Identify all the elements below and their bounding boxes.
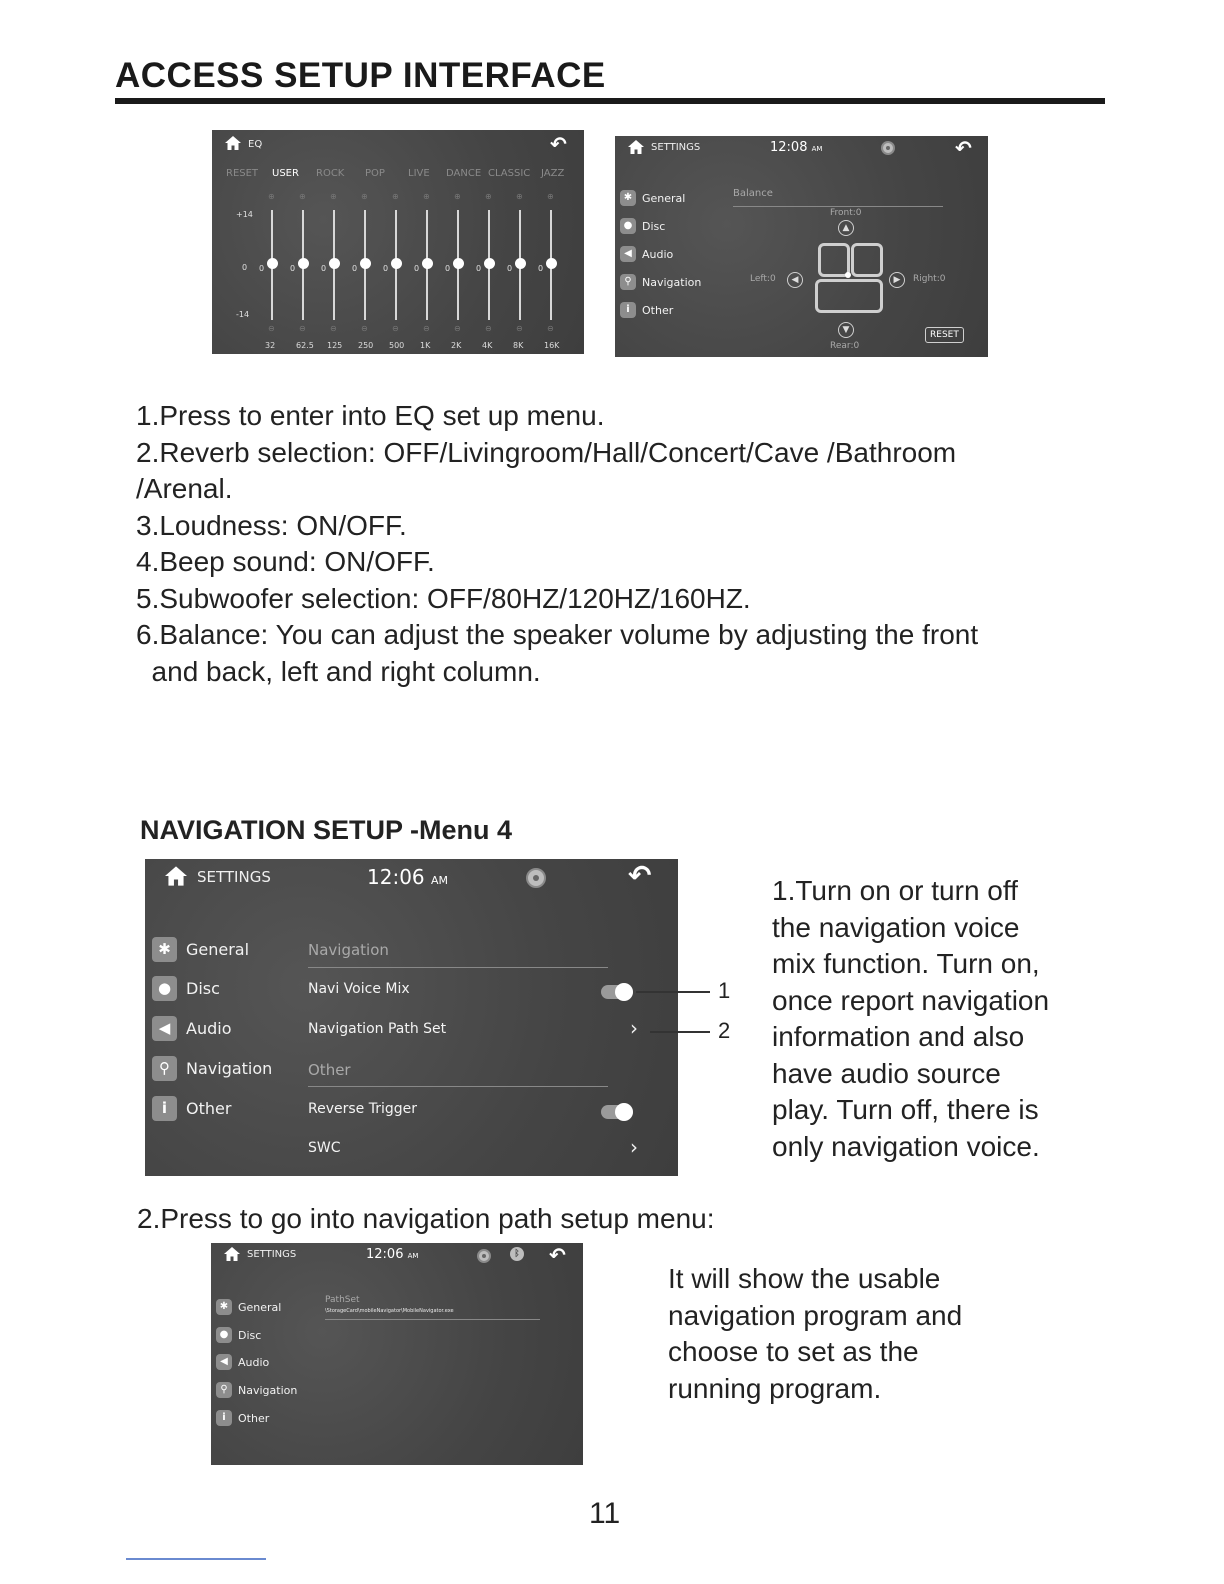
speaker-icon: ◀ bbox=[216, 1354, 232, 1370]
map-pin-icon: ⚲ bbox=[216, 1382, 232, 1398]
eq-tab-live[interactable]: LIVE bbox=[408, 168, 430, 179]
seat-rear bbox=[815, 279, 883, 313]
eq-minus-icon[interactable]: ⊖ bbox=[392, 324, 399, 333]
description-line: choose to set as the bbox=[668, 1336, 919, 1367]
navi-voice-mix-toggle[interactable] bbox=[601, 985, 633, 999]
sidebar-item-navigation[interactable] bbox=[620, 274, 701, 290]
sidebar-item-general[interactable] bbox=[152, 937, 249, 962]
info-icon: i bbox=[620, 302, 636, 318]
eq-plus-icon[interactable]: ⊕ bbox=[299, 192, 306, 201]
home-icon[interactable] bbox=[627, 139, 645, 155]
balance-right-icon[interactable]: ▶ bbox=[889, 272, 905, 288]
settings-title: SETTINGS bbox=[197, 868, 271, 886]
speaker-icon: ◀ bbox=[620, 246, 636, 262]
back-icon[interactable]: ↶ bbox=[955, 136, 972, 160]
eq-slider-knob[interactable] bbox=[515, 258, 526, 269]
speaker-icon: ◀ bbox=[152, 1016, 177, 1041]
balance-clock bbox=[770, 140, 822, 155]
sidebar-label: Disc bbox=[238, 1328, 262, 1342]
back-icon[interactable]: ↶ bbox=[549, 1243, 566, 1267]
eq-plus-icon[interactable]: ⊕ bbox=[547, 192, 554, 201]
sidebar-label: Other bbox=[642, 303, 674, 317]
settings-gear-icon[interactable] bbox=[526, 868, 546, 888]
section-divider bbox=[308, 1086, 608, 1087]
back-icon[interactable]: ↶ bbox=[550, 132, 567, 156]
toggle-knob bbox=[615, 983, 633, 1001]
sidebar-item-audio[interactable] bbox=[216, 1354, 269, 1370]
description-line: play. Turn off, there is bbox=[772, 1094, 1039, 1125]
balance-point bbox=[845, 272, 851, 278]
eq-screen bbox=[212, 130, 584, 354]
eq-minus-icon[interactable]: ⊖ bbox=[516, 324, 523, 333]
reset-button[interactable]: RESET bbox=[925, 327, 964, 343]
eq-band-value: 0 bbox=[321, 264, 327, 273]
gear-icon: ✱ bbox=[152, 937, 177, 962]
balance-title: SETTINGS bbox=[651, 142, 701, 153]
description-line: information and also bbox=[772, 1021, 1025, 1052]
disc-icon: ● bbox=[152, 976, 177, 1001]
nav-description bbox=[772, 873, 1049, 1165]
eq-frequency-label: 16K bbox=[544, 341, 560, 350]
sidebar-label: Audio bbox=[186, 1019, 232, 1038]
instruction-item: 4.Beep sound: ON/OFF. bbox=[136, 546, 435, 577]
sidebar-item-disc[interactable] bbox=[620, 218, 665, 234]
sidebar-item-other[interactable] bbox=[620, 302, 673, 318]
instruction-item: and back, left and right column. bbox=[136, 655, 541, 687]
eq-minus-icon[interactable]: ⊖ bbox=[485, 324, 492, 333]
sidebar-item-other[interactable] bbox=[216, 1410, 269, 1426]
chevron-right-icon[interactable]: › bbox=[630, 1135, 638, 1159]
map-pin-icon: ⚲ bbox=[620, 274, 636, 290]
eq-slider-knob[interactable] bbox=[267, 258, 278, 269]
right-readout: Right:0 bbox=[913, 274, 946, 284]
clock-ampm: AM bbox=[811, 145, 823, 153]
settings-gear-icon[interactable] bbox=[477, 1249, 491, 1263]
home-icon[interactable] bbox=[223, 1246, 241, 1262]
eq-band-value: 0 bbox=[445, 264, 451, 273]
eq-tab-dance[interactable]: DANCE bbox=[446, 168, 482, 179]
sidebar-item-general[interactable] bbox=[216, 1299, 281, 1315]
eq-plus-icon[interactable]: ⊕ bbox=[268, 192, 275, 201]
eq-minus-icon[interactable]: ⊖ bbox=[547, 324, 554, 333]
eq-frequency-label: 4K bbox=[482, 341, 493, 350]
eq-minus-icon[interactable]: ⊖ bbox=[361, 324, 368, 333]
instructions-list bbox=[136, 398, 978, 690]
eq-plus-icon[interactable]: ⊕ bbox=[392, 192, 399, 201]
toggle-knob bbox=[615, 1103, 633, 1121]
sidebar-label: Navigation bbox=[642, 275, 702, 289]
section-divider bbox=[733, 206, 943, 207]
nav-heading: NAVIGATION SETUP -Menu 4 bbox=[140, 815, 513, 845]
description-line: running program. bbox=[668, 1372, 882, 1404]
balance-down-icon[interactable]: ▼ bbox=[838, 322, 854, 338]
clock-ampm: AM bbox=[431, 874, 449, 887]
gear-icon: ✱ bbox=[620, 190, 636, 206]
eq-slider-knob[interactable] bbox=[546, 258, 557, 269]
eq-plus-icon[interactable]: ⊕ bbox=[330, 192, 337, 201]
section-other-label: Other bbox=[308, 1061, 351, 1079]
eq-slider-knob[interactable] bbox=[484, 258, 495, 269]
eq-frequency-label: 8K bbox=[513, 341, 524, 350]
path-set-screen bbox=[211, 1243, 583, 1465]
eq-frequency-label: 32 bbox=[265, 341, 276, 350]
disc-icon: ● bbox=[216, 1327, 232, 1343]
callout-number-2: 2 bbox=[718, 1018, 731, 1043]
clock-ampm: AM bbox=[407, 1252, 419, 1260]
step-2-text: 2.Press to go into navigation path setup menu: bbox=[137, 1203, 715, 1234]
eq-frequency-label: 1K bbox=[420, 341, 431, 350]
settings-clock bbox=[366, 1247, 418, 1262]
balance-screen bbox=[615, 136, 988, 357]
eq-minus-icon[interactable]: ⊖ bbox=[423, 324, 430, 333]
settings-gear-icon[interactable] bbox=[881, 141, 895, 155]
description-line: mix function. Turn on, bbox=[772, 948, 1040, 979]
eq-tab-jazz[interactable]: JAZZ bbox=[541, 168, 565, 179]
eq-minus-icon[interactable]: ⊖ bbox=[268, 324, 275, 333]
navi-voice-mix-label: Navi Voice Mix bbox=[308, 981, 410, 997]
navigation-path-set-label[interactable]: Navigation Path Set bbox=[308, 1021, 447, 1037]
pathset-label: PathSet bbox=[325, 1295, 360, 1305]
settings-title: SETTINGS bbox=[247, 1249, 297, 1260]
info-icon: i bbox=[152, 1096, 177, 1121]
eq-plus-icon[interactable]: ⊕ bbox=[454, 192, 461, 201]
bluetooth-icon[interactable]: ᛒ bbox=[510, 1247, 524, 1261]
clock-time: 12:08 bbox=[770, 140, 808, 155]
clock-time: 12:06 bbox=[366, 1247, 404, 1262]
eq-frequency-label: 62.5 bbox=[296, 341, 314, 350]
footer-rule bbox=[126, 1558, 266, 1560]
callout-leader-1 bbox=[636, 991, 710, 993]
eq-frequency-label: 2K bbox=[451, 341, 462, 350]
description-line: once report navigation bbox=[772, 984, 1050, 1016]
sidebar-label: Audio bbox=[642, 247, 674, 261]
sidebar-label: General bbox=[186, 940, 250, 959]
balance-section-label: Balance bbox=[733, 188, 773, 199]
eq-band-value: 0 bbox=[507, 264, 513, 273]
back-icon[interactable]: ↶ bbox=[628, 859, 652, 892]
sidebar-label: Disc bbox=[186, 979, 220, 998]
title-underline bbox=[115, 98, 1105, 104]
car-seats-icon bbox=[815, 241, 883, 313]
sidebar-label: Navigation bbox=[186, 1059, 273, 1078]
sidebar-label: General bbox=[642, 191, 686, 205]
instruction-item: 6.Balance: You can adjust the speaker volume by adjusting the front bbox=[136, 619, 979, 650]
sidebar-label: Audio bbox=[238, 1355, 270, 1369]
eq-scale-mid: 0 bbox=[242, 263, 248, 272]
eq-band-value: 0 bbox=[476, 264, 482, 273]
eq-plus-icon[interactable]: ⊕ bbox=[361, 192, 368, 201]
page-title: ACCESS SETUP INTERFACE bbox=[115, 56, 606, 95]
description-line: 1.Turn on or turn off bbox=[772, 875, 1018, 906]
settings-clock bbox=[367, 865, 448, 889]
map-pin-icon: ⚲ bbox=[152, 1056, 177, 1081]
instruction-item: 3.Loudness: ON/OFF. bbox=[136, 509, 407, 541]
eq-band-value: 0 bbox=[352, 264, 358, 273]
sidebar-item-general[interactable] bbox=[620, 190, 685, 206]
eq-plus-icon[interactable]: ⊕ bbox=[485, 192, 492, 201]
sidebar-label: Other bbox=[186, 1099, 232, 1118]
description-line: navigation program and bbox=[668, 1299, 963, 1331]
eq-minus-icon[interactable]: ⊖ bbox=[299, 324, 306, 333]
gear-icon: ✱ bbox=[216, 1299, 232, 1315]
reverse-trigger-label: Reverse Trigger bbox=[308, 1101, 418, 1117]
front-readout: Front:0 bbox=[830, 208, 862, 218]
left-readout: Left:0 bbox=[750, 274, 776, 284]
eq-band-value: 0 bbox=[259, 264, 265, 273]
reverse-trigger-toggle[interactable] bbox=[601, 1105, 633, 1119]
callout-number-1: 1 bbox=[718, 978, 731, 1003]
eq-tab-reset[interactable]: RESET bbox=[226, 168, 259, 179]
eq-tab-rock[interactable]: ROCK bbox=[316, 168, 345, 179]
balance-left-icon[interactable]: ◀ bbox=[787, 272, 803, 288]
eq-title: EQ bbox=[248, 139, 263, 150]
eq-band-value: 0 bbox=[538, 264, 544, 273]
eq-tab-classic[interactable]: CLASSIC bbox=[488, 168, 531, 179]
sidebar-item-audio[interactable] bbox=[620, 246, 673, 262]
clock-time: 12:06 bbox=[367, 865, 425, 889]
eq-frequency-label: 125 bbox=[327, 341, 343, 350]
home-icon[interactable] bbox=[224, 135, 242, 151]
navigation-settings-screen bbox=[145, 859, 678, 1176]
sidebar-item-audio[interactable] bbox=[152, 1016, 231, 1041]
eq-plus-icon[interactable]: ⊕ bbox=[423, 192, 430, 201]
instruction-item: 5.Subwoofer selection: OFF/80HZ/120HZ/160HZ. bbox=[136, 582, 751, 614]
balance-up-icon[interactable]: ▲ bbox=[838, 220, 854, 236]
description-line: the navigation voice bbox=[772, 911, 1020, 943]
eq-slider-knob[interactable] bbox=[329, 258, 340, 269]
eq-minus-icon[interactable]: ⊖ bbox=[330, 324, 337, 333]
eq-band-value: 0 bbox=[383, 264, 389, 273]
instruction-item: 1.Press to enter into EQ set up menu. bbox=[136, 400, 605, 431]
info-icon: i bbox=[216, 1410, 232, 1426]
eq-tab-pop[interactable]: POP bbox=[365, 168, 385, 179]
eq-slider-knob[interactable] bbox=[360, 258, 371, 269]
description-line: have audio source bbox=[772, 1057, 1001, 1089]
sidebar-label: Navigation bbox=[238, 1383, 298, 1397]
seat-front-right bbox=[851, 243, 883, 277]
description-line: It will show the usable bbox=[668, 1263, 941, 1294]
eq-band-value: 0 bbox=[414, 264, 420, 273]
rear-readout: Rear:0 bbox=[830, 341, 860, 351]
eq-tab-user[interactable]: USER bbox=[272, 168, 299, 179]
eq-scale-bottom: -14 bbox=[236, 310, 250, 319]
swc-label[interactable]: SWC bbox=[308, 1140, 341, 1156]
pathset-value[interactable]: \StorageCard\mobileNavigator\MobileNavigator.exe bbox=[325, 1308, 454, 1314]
eq-minus-icon[interactable]: ⊖ bbox=[454, 324, 461, 333]
callout-leader-2 bbox=[650, 1031, 710, 1033]
sidebar-item-other[interactable] bbox=[152, 1096, 231, 1121]
section-navigation-label: Navigation bbox=[308, 941, 389, 959]
path-description bbox=[668, 1261, 962, 1407]
description-line: only navigation voice. bbox=[772, 1130, 1040, 1162]
page-number: 11 bbox=[589, 1497, 621, 1530]
home-icon[interactable] bbox=[163, 865, 189, 887]
eq-slider-knob[interactable] bbox=[422, 258, 433, 269]
sidebar-label: Other bbox=[238, 1411, 270, 1425]
disc-icon: ● bbox=[620, 218, 636, 234]
eq-slider-knob[interactable] bbox=[298, 258, 309, 269]
eq-slider-knob[interactable] bbox=[391, 258, 402, 269]
eq-slider-knob[interactable] bbox=[453, 258, 464, 269]
sidebar-label: Disc bbox=[642, 219, 666, 233]
eq-band-value: 0 bbox=[290, 264, 296, 273]
instruction-item: /Arenal. bbox=[136, 473, 233, 504]
instruction-item: 2.Reverb selection: OFF/Livingroom/Hall/Concert/Cave /Bathroom bbox=[136, 436, 957, 468]
chevron-right-icon[interactable]: › bbox=[630, 1016, 638, 1040]
sidebar-label: General bbox=[238, 1300, 282, 1314]
sidebar-item-disc[interactable] bbox=[216, 1327, 261, 1343]
sidebar-item-navigation[interactable] bbox=[152, 1056, 272, 1081]
sidebar-item-disc[interactable] bbox=[152, 976, 220, 1001]
eq-frequency-label: 500 bbox=[389, 341, 405, 350]
section-divider bbox=[308, 967, 608, 968]
eq-plus-icon[interactable]: ⊕ bbox=[516, 192, 523, 201]
eq-frequency-label: 250 bbox=[358, 341, 374, 350]
sidebar-item-navigation[interactable] bbox=[216, 1382, 297, 1398]
eq-scale-top: +14 bbox=[236, 210, 253, 219]
section-divider bbox=[325, 1319, 540, 1320]
